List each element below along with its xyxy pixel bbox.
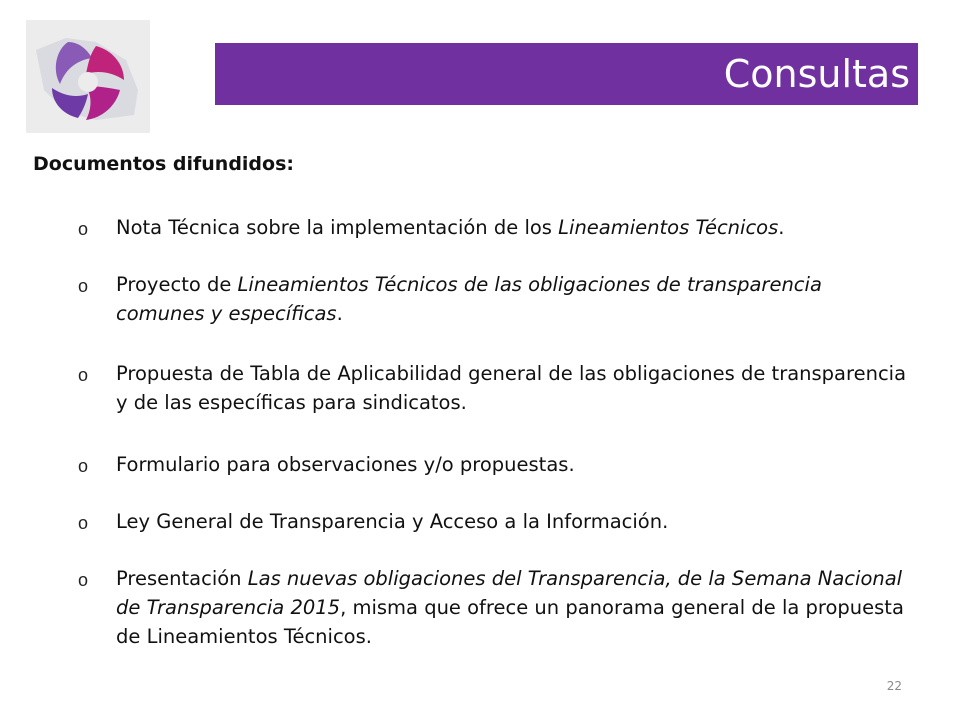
bullet-marker: o <box>78 456 89 476</box>
bullet-marker: o <box>78 513 89 533</box>
bullet-text <box>116 213 916 242</box>
bullet-marker: o <box>78 570 89 590</box>
bullet-text <box>116 564 916 651</box>
text-run: Proyecto de <box>116 273 238 296</box>
text-run-italic: Lineamientos Técnicos <box>558 216 779 239</box>
page-number: 22 <box>886 679 902 693</box>
text-run-italic: Las nuevas obligaciones del Transparencia, de la Semana Nacional de Transparencia 2015 <box>116 567 903 619</box>
text-run: Nota Técnica sobre la implementación de los <box>116 216 559 239</box>
bullet-marker: o <box>78 276 89 296</box>
text-run: Presentación <box>116 567 248 590</box>
page-title: Consultas <box>723 52 910 96</box>
text-run: . <box>778 216 785 239</box>
text-run-italic: Lineamientos Técnicos de las obligaciones de transparencia comunes y específicas <box>116 273 822 325</box>
section-title: Documentos difundidos: <box>33 153 294 175</box>
text-run: Ley General de Transparencia y Acceso a la Información. <box>116 510 669 533</box>
text-run: Propuesta de Tabla de Aplicabilidad general de las obligaciones de transparencia y de las específicas para sindicatos. <box>116 362 907 414</box>
text-run: . <box>336 302 343 325</box>
bullet-text <box>116 270 916 328</box>
bullet-marker: o <box>78 219 89 239</box>
text-run: , misma que ofrece un panorama general de la propuesta de Lineamientos Técnicos. <box>116 596 904 648</box>
text-run: Formulario para observaciones y/o propuestas. <box>116 453 575 476</box>
bullet-text <box>116 359 916 417</box>
bullet-marker: o <box>78 365 89 385</box>
bullet-text <box>116 450 916 479</box>
bullet-text <box>116 507 916 536</box>
